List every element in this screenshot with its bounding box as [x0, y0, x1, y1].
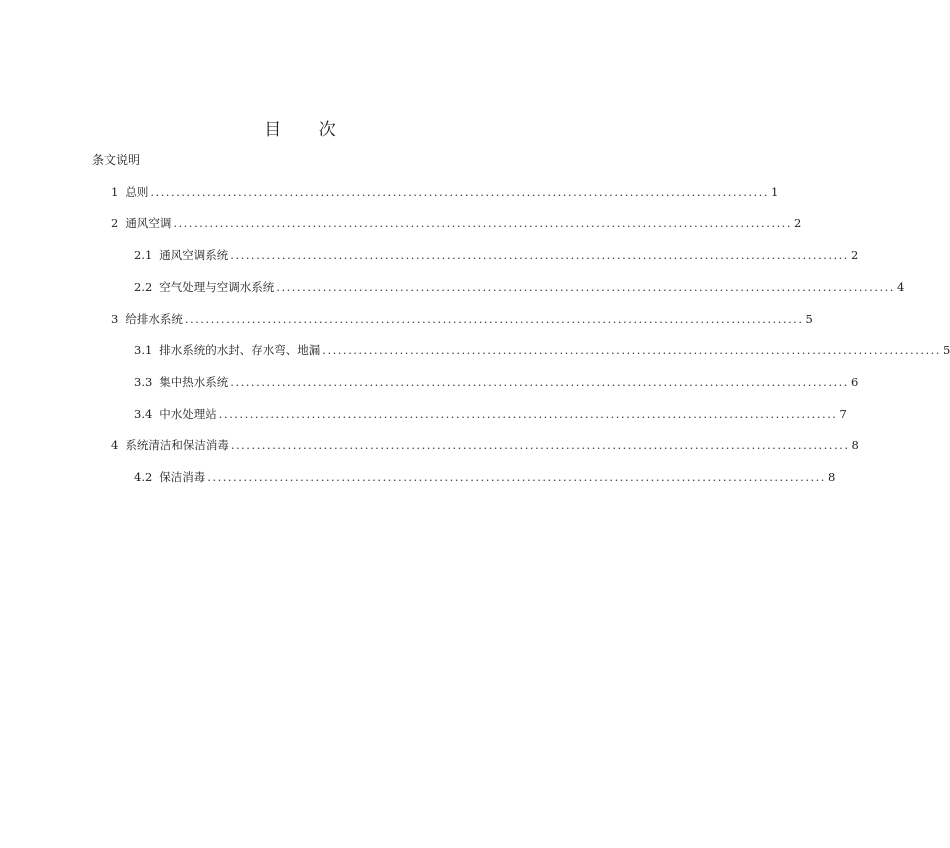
toc-entry-page: 1: [771, 185, 779, 199]
toc-entry-title: 系统清洁和保洁消毒: [125, 438, 229, 452]
toc-leader-dots: ........................................................................................................................: [276, 280, 895, 294]
toc-entry-number: 3: [111, 312, 119, 326]
toc-entry-title: 集中热水系统: [159, 375, 229, 389]
toc-entry-title: 总则: [125, 185, 149, 199]
toc-entry-number: 1: [111, 185, 119, 199]
toc-entry[interactable]: [134, 468, 836, 486]
toc-entry-title: 中水处理站: [159, 407, 217, 421]
toc-leader-dots: ........................................................................................................................: [150, 185, 769, 199]
toc-leader-dots: ........................................................................................................................: [173, 216, 792, 230]
toc-leader-dots: ........................................................................................................................: [184, 312, 804, 326]
toc-entry[interactable]: [111, 310, 813, 328]
toc-entry-page: 5: [942, 343, 950, 357]
toc-entry[interactable]: [111, 214, 802, 232]
toc-entry-number: 3.1: [134, 343, 153, 357]
toc-entry[interactable]: [134, 246, 859, 264]
toc-leader-dots: ........................................................................................................................: [230, 375, 849, 389]
toc-entry-page: 8: [827, 470, 836, 484]
toc-entry-title: 通风空调: [125, 216, 172, 230]
toc-entry-number: 3.4: [134, 407, 153, 421]
toc-leader-dots: ........................................................................................................................: [230, 248, 849, 262]
toc-leader-dots: ........................................................................................................................: [322, 343, 941, 357]
toc-entry[interactable]: [134, 405, 847, 423]
toc-entry-page: 8: [851, 438, 859, 452]
toc-entry-page: 2: [794, 216, 802, 230]
toc-entry-number: 2.2: [134, 280, 153, 294]
toc-entry[interactable]: [134, 373, 859, 391]
toc-leader-dots: ........................................................................................................................: [230, 438, 850, 452]
toc-entry-number: 4.2: [134, 470, 153, 484]
toc-entry-number: 4: [111, 438, 119, 452]
toc-entry-page: 7: [839, 407, 847, 421]
toc-entry-page: 5: [805, 312, 813, 326]
toc-entry[interactable]: [111, 436, 859, 454]
toc-entry-page: 4: [896, 280, 905, 294]
toc-entry[interactable]: [134, 278, 905, 296]
toc-leader-dots: ........................................................................................................................: [218, 407, 838, 421]
toc-entry-page: 6: [850, 375, 859, 389]
section-label: 条文说明: [92, 153, 141, 167]
toc-entry[interactable]: [111, 183, 779, 201]
toc-entry-title: 空气处理与空调水系统: [159, 280, 275, 294]
page-title: 目 次: [264, 120, 352, 140]
toc-entry-title: 给排水系统: [125, 312, 183, 326]
toc-entry-title: 通风空调系统: [159, 248, 229, 262]
toc-entry-number: 3.3: [134, 375, 153, 389]
toc-entry[interactable]: [134, 341, 950, 359]
toc-entry-number: 2: [111, 216, 119, 230]
toc-entry-title: 排水系统的水封、存水弯、地漏: [159, 343, 321, 357]
toc-leader-dots: ........................................................................................................................: [207, 470, 826, 484]
toc-entry-page: 2: [850, 248, 859, 262]
toc-entry-title: 保洁消毒: [159, 470, 206, 484]
toc-entry-number: 2.1: [134, 248, 153, 262]
